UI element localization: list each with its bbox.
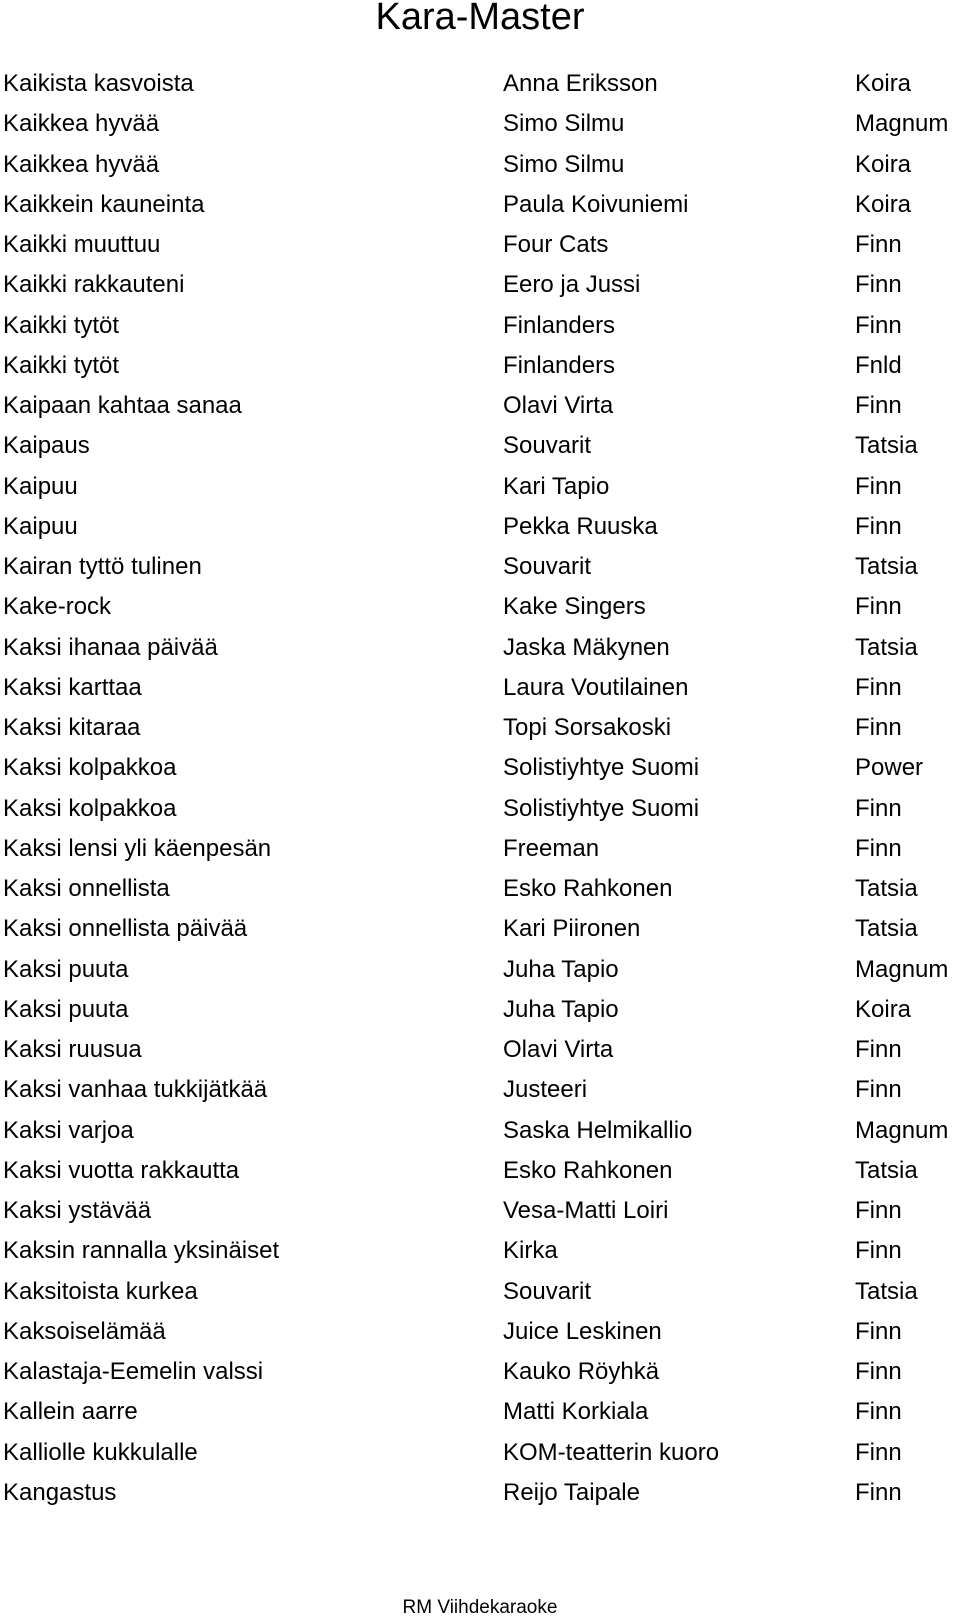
- artist-name: KOM-teatterin kuoro: [503, 1438, 720, 1466]
- song-title: Kaipaus: [3, 432, 90, 460]
- song-title: Kairan tyttö tulinen: [3, 553, 202, 580]
- label-name: Magnum: [855, 955, 949, 983]
- song-row: [0, 909, 960, 949]
- label-name: Finn: [855, 1076, 902, 1104]
- song-list: [0, 64, 960, 1513]
- artist-name: Kake Singers: [503, 593, 646, 621]
- song-row: [0, 547, 960, 587]
- label-name: Finn: [855, 1036, 902, 1063]
- label-name: Koira: [855, 70, 912, 97]
- song-row: [0, 587, 960, 627]
- label-name: Finn: [855, 794, 902, 822]
- artist-name: Paula Koivuniemi: [503, 190, 689, 218]
- song-row: [0, 1111, 960, 1151]
- artist-name: Reijo Taipale: [503, 1478, 640, 1506]
- artist-name: Juice Leskinen: [503, 1317, 662, 1345]
- label-name: Tatsia: [855, 1156, 918, 1184]
- label-name: Tatsia: [855, 1277, 918, 1305]
- song-title: Kaksi lensi yli käenpesän: [3, 834, 272, 862]
- song-title: Kaksi ystävää: [3, 1197, 152, 1224]
- song-row: [0, 64, 960, 104]
- song-title: Kaipaan kahtaa sanaa: [3, 392, 242, 419]
- song-row: [0, 869, 960, 909]
- song-row: [0, 628, 960, 668]
- song-row: [0, 990, 960, 1030]
- artist-name: Olavi Virta: [503, 392, 614, 419]
- label-name: Finn: [855, 271, 902, 299]
- label-name: Finn: [855, 1317, 902, 1345]
- label-name: Tatsia: [855, 432, 918, 460]
- song-title: Kaksi ruusua: [3, 1036, 142, 1063]
- song-title: Kaikki muuttuu: [3, 231, 161, 258]
- song-row: [0, 789, 960, 829]
- song-title: Kaksi puuta: [3, 995, 129, 1023]
- song-row: [0, 1473, 960, 1513]
- song-row: [0, 1352, 960, 1392]
- song-title: Kaksi varjoa: [3, 1116, 134, 1144]
- artist-name: Olavi Virta: [503, 1036, 614, 1063]
- artist-name: Kirka: [503, 1237, 558, 1265]
- song-title: Kallein aarre: [3, 1398, 138, 1426]
- song-title: Kaksi puuta: [3, 955, 129, 983]
- label-name: Finn: [855, 1237, 902, 1265]
- artist-name: Vesa-Matti Loiri: [503, 1197, 669, 1224]
- song-row: [0, 1231, 960, 1271]
- label-name: Power: [855, 754, 924, 782]
- page-title: Kara-Master: [375, 0, 585, 38]
- label-name: Finn: [855, 834, 902, 862]
- song-row: [0, 265, 960, 305]
- label-name: Magnum: [855, 1116, 949, 1144]
- song-row: [0, 1030, 960, 1070]
- song-row: [0, 1191, 960, 1231]
- song-title: Kaksoiselämää: [3, 1317, 166, 1345]
- song-row: [0, 386, 960, 426]
- label-name: Magnum: [855, 110, 949, 138]
- artist-name: Topi Sorsakoski: [503, 714, 672, 741]
- song-title: Kangastus: [3, 1478, 117, 1506]
- label-name: Koira: [855, 190, 912, 218]
- artist-name: Simo Silmu: [503, 150, 625, 178]
- artist-name: Four Cats: [503, 231, 609, 258]
- label-name: Finn: [855, 1398, 902, 1426]
- artist-name: Eero ja Jussi: [503, 271, 641, 299]
- label-name: Koira: [855, 150, 912, 178]
- song-title: Kalliolle kukkulalle: [3, 1438, 198, 1466]
- label-name: Finn: [855, 714, 902, 741]
- song-title: Kaksitoista kurkea: [3, 1277, 198, 1305]
- song-title: Kaksi kolpakkoa: [3, 754, 177, 782]
- artist-name: Jaska Mäkynen: [503, 633, 670, 661]
- label-name: Tatsia: [855, 875, 918, 902]
- label-name: Tatsia: [855, 553, 918, 580]
- artist-name: Anna Eriksson: [503, 70, 658, 97]
- song-row: [0, 426, 960, 466]
- song-title: Kaksi vanhaa tukkijätkää: [3, 1076, 268, 1104]
- song-title: Kaikkea hyvää: [3, 150, 160, 178]
- artist-name: Laura Voutilainen: [503, 673, 689, 701]
- label-name: Finn: [855, 1358, 902, 1385]
- label-name: Finn: [855, 392, 902, 419]
- song-title: Kaksi onnellista: [3, 875, 170, 902]
- label-name: Finn: [855, 231, 902, 258]
- song-row: [0, 1070, 960, 1110]
- label-name: Finn: [855, 593, 902, 621]
- song-row: [0, 306, 960, 346]
- artist-name: Kari Tapio: [503, 472, 610, 500]
- song-title: Kaikki tytöt: [3, 351, 120, 379]
- song-row: [0, 467, 960, 507]
- artist-name: Pekka Ruuska: [503, 512, 658, 540]
- song-title: Kalastaja-Eemelin valssi: [3, 1358, 264, 1385]
- song-title: Kaksin rannalla yksinäiset: [3, 1237, 280, 1265]
- song-row: [0, 1392, 960, 1432]
- artist-name: Souvarit: [503, 1277, 592, 1305]
- song-row: [0, 829, 960, 869]
- song-title: Kaipuu: [3, 512, 78, 540]
- label-name: Koira: [855, 995, 912, 1023]
- song-row: [0, 668, 960, 708]
- song-row: [0, 145, 960, 185]
- label-name: Finn: [855, 1438, 902, 1466]
- song-row: [0, 1433, 960, 1473]
- song-title: Kaksi ihanaa päivää: [3, 633, 218, 661]
- song-title: Kaipuu: [3, 472, 78, 500]
- song-title: Kaikki tytöt: [3, 311, 120, 339]
- artist-name: Kauko Röyhkä: [503, 1358, 660, 1385]
- artist-name: Simo Silmu: [503, 110, 625, 138]
- label-name: Tatsia: [855, 915, 918, 943]
- song-row: [0, 708, 960, 748]
- song-row: [0, 748, 960, 788]
- song-title: Kake-rock: [3, 593, 112, 621]
- label-name: Fnld: [855, 351, 902, 379]
- song-row: [0, 507, 960, 547]
- page-footer: RM Viihdekaraoke: [402, 1597, 558, 1618]
- artist-name: Justeeri: [503, 1076, 588, 1104]
- artist-name: Juha Tapio: [503, 955, 619, 983]
- artist-name: Souvarit: [503, 553, 592, 580]
- song-title: Kaksi kitaraa: [3, 714, 141, 741]
- label-name: Finn: [855, 512, 902, 540]
- song-row: [0, 950, 960, 990]
- song-row: [0, 225, 960, 265]
- artist-name: Saska Helmikallio: [503, 1116, 693, 1144]
- artist-name: Matti Korkiala: [503, 1398, 649, 1426]
- artist-name: Solistiyhtye Suomi: [503, 794, 700, 822]
- song-title: Kaikkea hyvää: [3, 110, 160, 138]
- song-title: Kaikkein kauneinta: [3, 190, 205, 218]
- artist-name: Finlanders: [503, 311, 616, 339]
- song-title: Kaksi onnellista päivää: [3, 915, 248, 943]
- song-title: Kaksi vuotta rakkautta: [3, 1156, 240, 1184]
- artist-name: Freeman: [503, 834, 600, 862]
- song-title: Kaikista kasvoista: [3, 70, 194, 97]
- artist-name: Kari Piironen: [503, 915, 641, 943]
- song-row: [0, 185, 960, 225]
- label-name: Finn: [855, 311, 902, 339]
- song-title: Kaikki rakkauteni: [3, 271, 185, 299]
- artist-name: Juha Tapio: [503, 995, 619, 1023]
- song-row: [0, 1272, 960, 1312]
- song-title: Kaksi karttaa: [3, 673, 142, 701]
- label-name: Tatsia: [855, 633, 918, 661]
- label-name: Finn: [855, 472, 902, 500]
- song-row: [0, 104, 960, 144]
- artist-name: Solistiyhtye Suomi: [503, 754, 700, 782]
- label-name: Finn: [855, 673, 902, 701]
- artist-name: Esko Rahkonen: [503, 1156, 673, 1184]
- song-row: [0, 1151, 960, 1191]
- artist-name: Souvarit: [503, 432, 592, 460]
- label-name: Finn: [855, 1197, 902, 1224]
- song-row: [0, 1312, 960, 1352]
- label-name: Finn: [855, 1478, 902, 1506]
- song-title: Kaksi kolpakkoa: [3, 794, 177, 822]
- artist-name: Finlanders: [503, 351, 616, 379]
- artist-name: Esko Rahkonen: [503, 875, 673, 902]
- song-row: [0, 346, 960, 386]
